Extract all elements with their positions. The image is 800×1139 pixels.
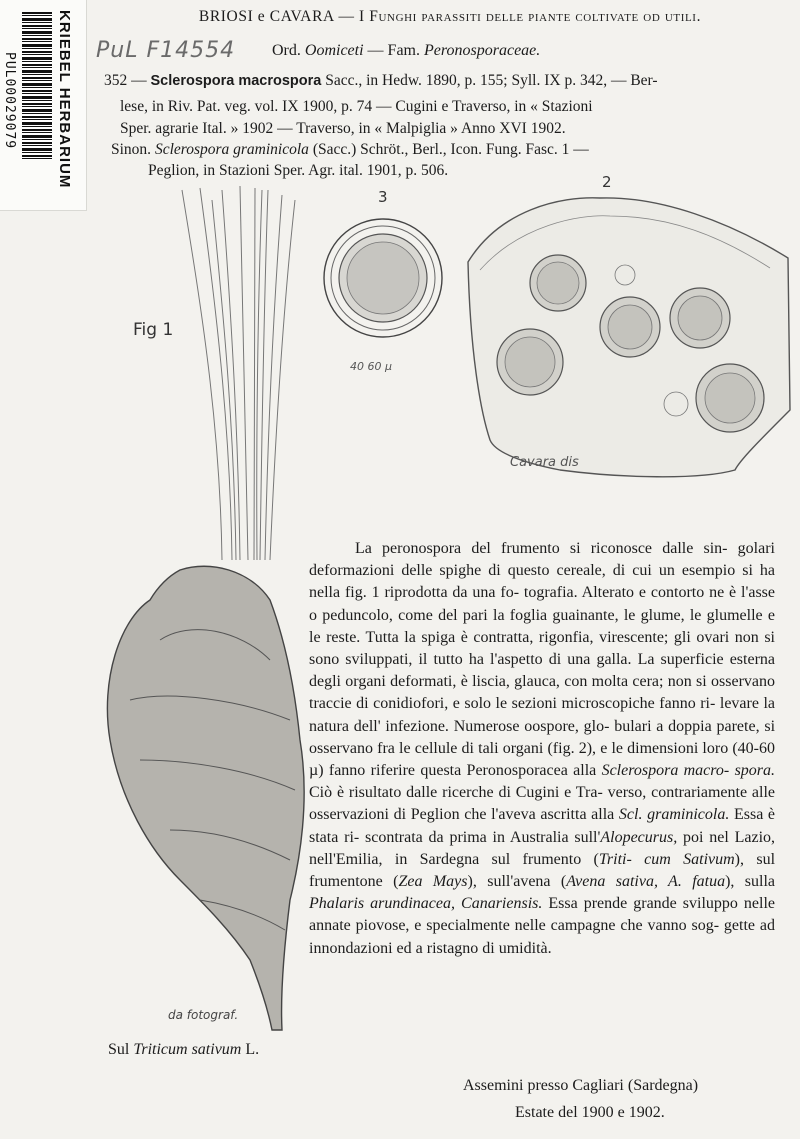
description-line: levare la natura dell' infezione. Numerose oospore, glo-	[309, 695, 776, 735]
description-line: ), sull'avena	[467, 873, 551, 891]
description-line: La peronospora del frumento si riconosce dalle sin-	[355, 540, 728, 557]
description-line: scontrata da prima in Australia sull'	[365, 828, 601, 846]
entry-number: 352 —	[104, 72, 147, 89]
description-line: Ciò è risultato dalle ricerche di Cugini e Tra-	[309, 784, 603, 802]
description-line: Essa prende grande sviluppo nelle annate	[309, 895, 776, 935]
order-label: Ord.	[272, 42, 301, 59]
description-line: l'aveva ascritta alla	[491, 806, 615, 824]
tissue-section-figure-2	[468, 198, 790, 477]
description-line: di conidiofori, e solo le sezioni microscopiche fanno ri-	[356, 695, 716, 713]
description-italic: Alopecurus,	[600, 828, 678, 846]
family-label: Fam.	[387, 42, 420, 59]
description-italic: Canariensis.	[461, 895, 543, 913]
description-line: Essa è stata ri-	[309, 806, 776, 846]
description-line: ), sulla	[725, 873, 776, 891]
description-line: golari deformazioni delle spighe di questo cereale, di	[309, 540, 775, 580]
figure-1-label: Fig 1	[133, 320, 174, 340]
synonym-citation-1: (Sacc.) Schröt., Berl., Icon. Fung. Fasc. 1 —	[312, 141, 589, 158]
description-italic: Phalaris arundinacea,	[309, 895, 455, 913]
host-species: Triticum sativum	[133, 1041, 242, 1058]
entry-line-2: lese, in Riv. Pat. veg. vol. IX 1900, p. 74 — Cugini e Traverso, in « Stazioni	[120, 98, 593, 115]
wheat-spike-figure-1	[107, 186, 304, 1030]
artist-signature: Cavara dis	[510, 455, 579, 470]
synonym-name: Sclerospora graminicola	[154, 141, 309, 158]
description-line: cui un esempio si ha nella fig. 1 riprodotta da una fo-	[309, 562, 776, 602]
caption-prefix: Sul	[108, 1041, 130, 1058]
description-italic: Triti-	[598, 850, 632, 868]
description-line: (	[560, 873, 567, 891]
entry-line-3: Sper. agrarie Ital. » 1902 — Traverso, in « Malpiglia » Anno XVI 1902.	[120, 120, 566, 137]
description-italic: Zea Mays	[398, 873, 468, 891]
description-line: tografia. Alterato e contorto ne è l'asse o peduncolo,	[309, 584, 776, 624]
description-line: riferire questa Peronosporacea alla	[370, 762, 597, 780]
description-line: organi (fig. 2), e le dimensioni loro (40-60 µ) fanno	[309, 739, 776, 780]
figure-2-number: 2	[602, 173, 612, 191]
description-line: verso, contrariamente alle osservazioni di Peglion che	[309, 784, 776, 824]
header-separator: —	[333, 8, 360, 25]
header-authors: BRIOSI e CAVARA	[198, 8, 334, 25]
description-line: bulari a doppia parete, si osservano fra le cellule di tali	[309, 717, 776, 757]
family-name: Peronosporaceae.	[424, 42, 541, 59]
herbarium-name: KRIEBEL HERBARIUM	[56, 10, 73, 189]
description-line: gli ovari non si sono sviluppati, il tutto ha l'aspetto di	[309, 628, 775, 669]
header-series-title: I Funghi parassiti delle piante coltivate od utili.	[359, 8, 702, 25]
description-text	[309, 538, 775, 960]
collection-date: Estate del 1900 e 1902.	[515, 1104, 665, 1121]
description-italic: Avena sativa, A. fatua	[566, 873, 726, 891]
synonym-line-2: Peglion, in Stazioni Sper. Agr. ital. 1901, p. 506.	[148, 162, 449, 179]
description-line: nel Lazio, nell'Emilia, in Sardegna sul frumento (	[309, 828, 776, 868]
scale-note: 40 60 µ	[350, 360, 392, 373]
figure-3-number: 3	[378, 188, 388, 206]
caption-suffix: L.	[245, 1041, 260, 1058]
barcode-id: PUL00029079	[2, 52, 17, 150]
description-line: poi	[683, 828, 704, 846]
collection-locality: Assemini presso Cagliari (Sardegna)	[463, 1077, 699, 1094]
description-line: è liscia, glauca, con molta cera; non si osservano traccie	[309, 673, 776, 713]
description-line: come del pari la foglia guainante, le glume, le glumelle	[398, 606, 763, 624]
description-line: ), sul frumentone (	[309, 850, 776, 891]
description-italic: spora.	[734, 762, 776, 780]
photo-credit: da fotograf.	[168, 1008, 239, 1022]
description-line: una galla. La superficie esterna degli organi deformati,	[309, 651, 776, 691]
handwritten-accession: PuL F14554	[96, 38, 236, 63]
description-line: e le reste. Tutta la spiga è contratta, rigonfia, virescente;	[309, 606, 776, 646]
order-name: Oomiceti	[304, 42, 364, 59]
description-italic: cum Sativum	[644, 850, 735, 868]
description-italic: Scl. graminicola.	[618, 806, 730, 824]
oospore-figure-3	[324, 219, 442, 337]
entry-citation-1: Sacc., in Hedw. 1890, p. 155; Syll. IX p. 342, — Ber-	[325, 72, 658, 89]
species-name: Sclerospora macrospora	[150, 73, 322, 89]
synonym-prefix: Sinon.	[111, 141, 152, 158]
description-line: gette ad innondazioni ed a ristagno di umidità.	[309, 917, 776, 957]
description-italic: Sclerospora macro-	[601, 762, 730, 780]
description-line: piovose, e specialmente nelle campagne che vanno sog-	[355, 917, 720, 935]
figure-caption	[108, 1041, 259, 1059]
classification-line: Ord. Oomiceti — Fam. Peronosporaceae.	[272, 42, 541, 59]
